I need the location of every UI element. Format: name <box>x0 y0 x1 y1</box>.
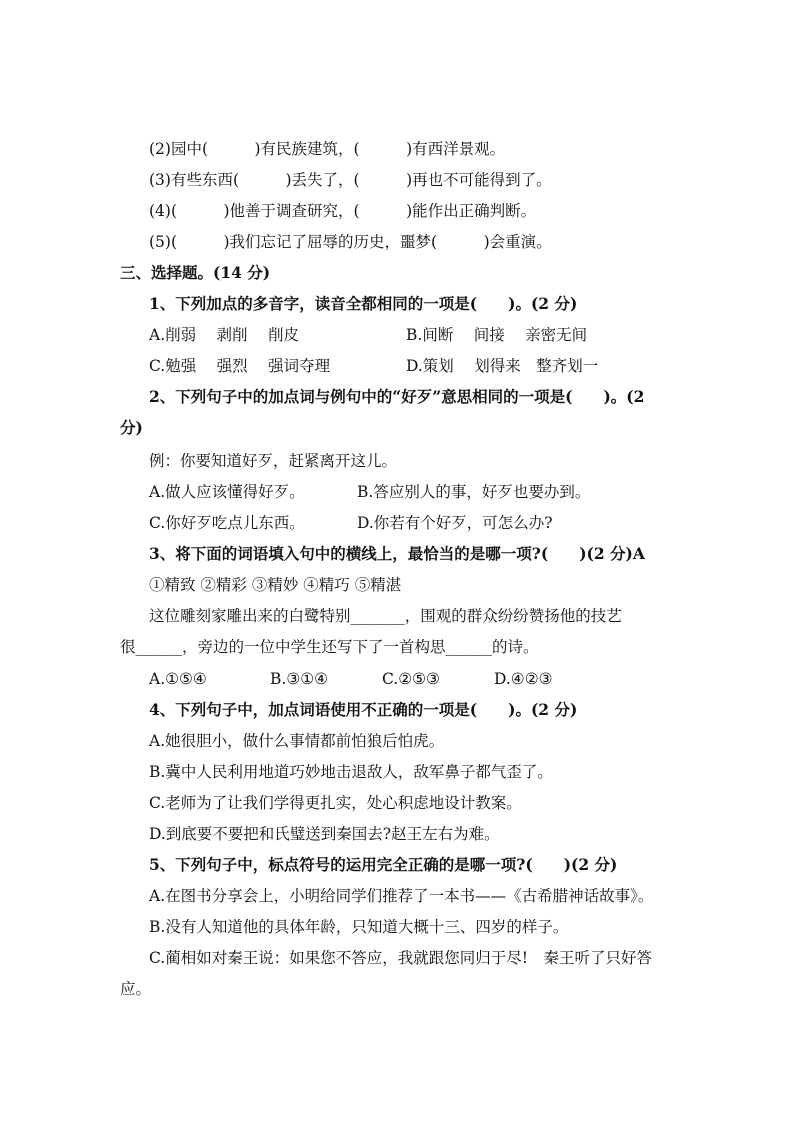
question-5-option-b: B.没有人知道他的具体年龄，只知道大概十三、四岁的样子。 <box>149 918 569 936</box>
question-4-option-c: C.老师为了让我们学得更扎实，处心积虑地设计教案。 <box>149 794 522 812</box>
section-title: 三、选择题。(14 分) <box>120 263 271 282</box>
question-3-sentence-continued: 很______，旁边的一位中学生还写下了一首构思______的诗。 <box>120 638 539 656</box>
question-1-option-c: C.勉强 强烈 强词夺理 <box>149 357 331 375</box>
question-5-option-c: C.蔺相如对秦王说：如果您不答应，我就跟您同归于尽! 秦王听了只好答 <box>149 949 652 967</box>
question-3-option-a: A.①⑤④ <box>149 670 207 688</box>
question-2-example: 例：你要知道好歹，赶紧离开这儿。 <box>149 452 398 470</box>
question-3-option-d: D.④②③ <box>494 670 553 688</box>
question-5-option-c-continued: 应。 <box>120 980 152 998</box>
question-1-option-a: A.削弱 剥削 削皮 <box>149 326 299 344</box>
question-3-sentence: 这位雕刻家雕出来的白鹭特别_______，围观的群众纷纷赞扬他的技艺 <box>149 607 622 625</box>
question-4-stem: 4、下列句子中，加点词语使用不正确的一项是( )。(2 分) <box>149 700 578 719</box>
question-3-stem: 3、将下面的词语填入句中的横线上，最恰当的是哪一项?( )(2 分)A <box>149 544 645 563</box>
question-3-option-b: B.③①④ <box>270 670 329 688</box>
question-2-option-a: A.做人应该懂得好歹。 <box>149 483 305 501</box>
question-5-option-a: A.在图书分享会上，小明给同学们推荐了一本书——《古希腊神话故事》。 <box>149 887 654 905</box>
question-4-option-b: B.冀中人民利用地道巧妙地击退敌人，敌军鼻子都气歪了。 <box>149 763 553 781</box>
fill-item-4: (4)( )他善于调查研究，( )能作出正确判断。 <box>149 202 537 220</box>
question-4-option-a: A.她很胆小，做什么事情都前怕狼后怕虎。 <box>149 732 445 750</box>
question-5-stem: 5、下列句子中，标点符号的运用完全正确的是哪一项?( )(2 分) <box>149 855 618 874</box>
question-3-word-list: ①精致 ②精彩 ③精妙 ④精巧 ⑤精湛 <box>149 576 402 594</box>
question-4-option-d: D.到底要不要把和氏璧送到秦国去?赵王左右为难。 <box>149 825 500 843</box>
question-2-option-d: D.你若有个好歹，可怎么办? <box>357 514 553 532</box>
question-2-stem: 2、下列句子中的加点词与例句中的“好歹”意思相同的一项是( )。(2 <box>149 387 645 406</box>
question-3-option-c: C.②⑤③ <box>382 670 440 688</box>
question-1-stem: 1、下列加点的多音字，读音全都相同的一项是( )。(2 分) <box>149 294 578 313</box>
question-2-option-b: B.答应别人的事，好歹也要办到。 <box>357 483 591 501</box>
question-2-option-c: C.你好歹吃点儿东西。 <box>149 514 305 532</box>
fill-item-2: (2)园中( )有民族建筑，( )有西洋景观。 <box>149 140 506 158</box>
question-1-option-b: B.间断 间接 亲密无间 <box>406 326 588 344</box>
question-2-stem-continued: 分) <box>120 418 143 437</box>
question-1-option-d: D.策划 划得来 整齐划一 <box>406 357 599 375</box>
fill-item-3: (3)有些东西( )丢失了，( )再也不可能得到了。 <box>149 171 552 189</box>
fill-item-5: (5)( )我们忘记了屈辱的历史，噩梦( )会重演。 <box>149 233 552 251</box>
